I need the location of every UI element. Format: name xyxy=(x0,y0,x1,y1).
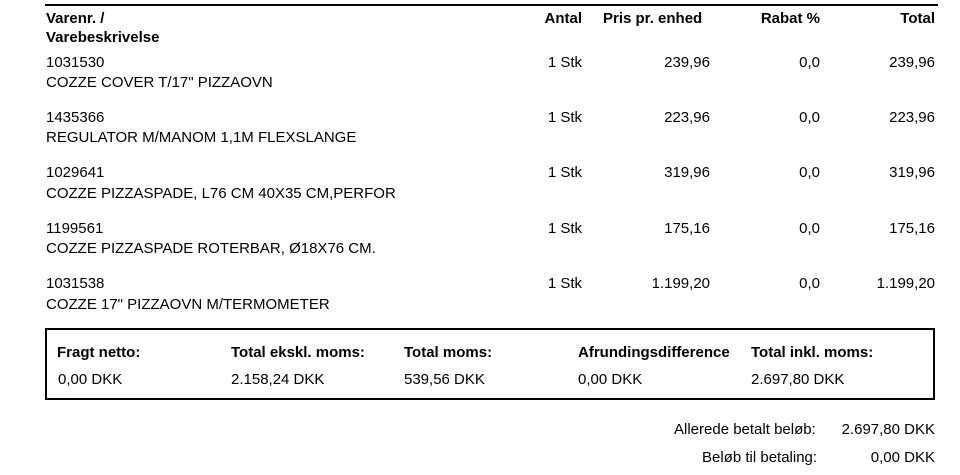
item-total: 1.199,20 xyxy=(876,275,935,292)
item-discount: 0,0 xyxy=(799,54,820,71)
item-number: 1029641 xyxy=(46,164,105,181)
total-incl-vat-value: 2.697,80 DKK xyxy=(751,371,845,388)
item-description: COZZE COVER T/17" PIZZAOVN xyxy=(46,74,273,91)
item-number: 1031538 xyxy=(46,275,105,292)
total-vat-value: 539,56 DKK xyxy=(404,371,485,388)
col-header-discount: Rabat % xyxy=(760,10,820,27)
total-excl-vat-label: Total ekskl. moms: xyxy=(231,344,365,361)
item-total: 319,96 xyxy=(889,164,935,181)
amount-due-value: 0,00 DKK xyxy=(870,449,935,466)
col-header-qty: Antal xyxy=(544,10,582,27)
already-paid-value: 2.697,80 DKK xyxy=(841,421,935,438)
item-number: 1435366 xyxy=(46,109,105,126)
total-vat-label: Total moms: xyxy=(404,344,493,361)
item-total: 223,96 xyxy=(889,109,935,126)
freight-value: 0,00 DKK xyxy=(58,371,123,388)
col-header-item xyxy=(46,9,159,47)
item-description: REGULATOR M/MANOM 1,1M FLEXSLANGE xyxy=(46,129,357,146)
total-incl-vat-label: Total inkl. moms: xyxy=(751,344,874,361)
already-paid-label: Allerede betalt beløb: xyxy=(674,421,816,438)
rounding-difference-value: 0,00 DKK xyxy=(578,371,643,388)
item-discount: 0,0 xyxy=(799,275,820,292)
item-total: 175,16 xyxy=(889,220,935,237)
item-number: 1031530 xyxy=(46,54,105,71)
item-discount: 0,0 xyxy=(799,109,820,126)
item-qty: 1 Stk xyxy=(547,164,582,181)
col-header-unit-price: Pris pr. enhed xyxy=(603,10,703,27)
header-rule xyxy=(45,4,938,6)
item-unit-price: 175,16 xyxy=(664,220,710,237)
rounding-difference-label: Afrundingsdifference xyxy=(578,344,730,361)
item-discount: 0,0 xyxy=(799,164,820,181)
item-unit-price: 239,96 xyxy=(664,54,710,71)
col-header-item-line1: Varenr. / xyxy=(46,10,105,27)
totals-box xyxy=(45,328,935,400)
item-description: COZZE PIZZASPADE ROTERBAR, Ø18X76 CM. xyxy=(46,240,376,257)
total-excl-vat-value: 2.158,24 DKK xyxy=(231,371,325,388)
freight-label: Fragt netto: xyxy=(57,344,141,361)
item-number: 1199561 xyxy=(46,220,104,237)
item-qty: 1 Stk xyxy=(547,220,582,237)
item-qty: 1 Stk xyxy=(547,54,582,71)
item-qty: 1 Stk xyxy=(547,109,582,126)
col-header-item-line2: Varebeskrivelse xyxy=(46,29,160,46)
item-unit-price: 223,96 xyxy=(664,109,710,126)
amount-due-label: Beløb til betaling: xyxy=(702,449,818,466)
item-discount: 0,0 xyxy=(799,220,820,237)
item-description: COZZE PIZZASPADE, L76 CM 40X35 CM,PERFOR xyxy=(46,185,396,202)
item-qty: 1 Stk xyxy=(547,275,582,292)
item-unit-price: 1.199,20 xyxy=(651,275,710,292)
item-description: COZZE 17" PIZZAOVN M/TERMOMETER xyxy=(46,296,330,313)
item-unit-price: 319,96 xyxy=(664,164,710,181)
item-total: 239,96 xyxy=(889,54,935,71)
col-header-total: Total xyxy=(900,10,935,27)
